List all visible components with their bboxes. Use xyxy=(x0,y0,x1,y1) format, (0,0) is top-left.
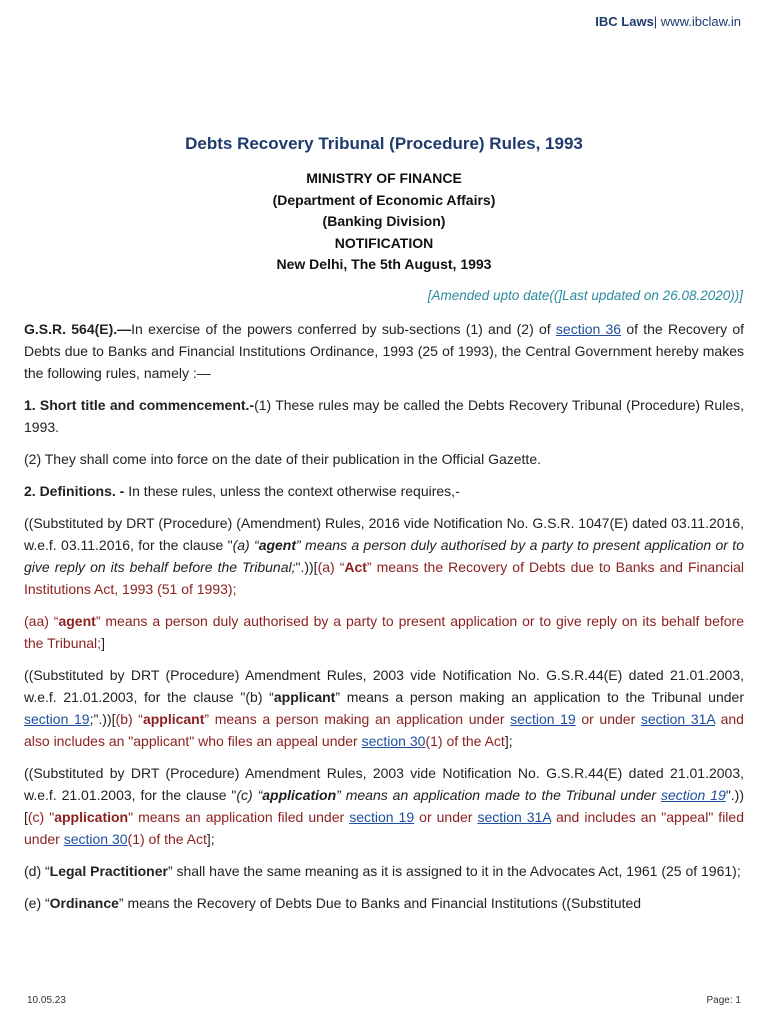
date-line: New Delhi, The 5th August, 1993 xyxy=(276,256,492,272)
text-span: (1) of the Act xyxy=(425,733,505,749)
document-title: Debts Recovery Tribunal (Procedure) Rules, 1993 xyxy=(185,134,583,153)
text-span: or under xyxy=(575,711,641,727)
document-body xyxy=(24,318,744,924)
clause-aa-paragraph xyxy=(24,610,744,654)
text-span: ]; xyxy=(206,831,215,847)
term-applicant: applicant xyxy=(142,711,205,727)
text-span: ” means an application made to the Tribunal under xyxy=(336,787,661,803)
term-applicant: applicant xyxy=(273,689,336,705)
header-separator: | xyxy=(653,14,661,29)
text-span: (d) “ xyxy=(24,863,50,879)
site-url[interactable]: www.ibclaw.in xyxy=(660,14,741,29)
text-span: ".))[ xyxy=(24,787,744,825)
text-span: (a) “ xyxy=(317,559,345,575)
amended-note: [Amended upto date((]Last updated on 26.08.2020))] xyxy=(427,288,743,303)
section-30-link[interactable]: section 30 xyxy=(63,831,128,847)
rule-2-paragraph xyxy=(24,480,744,502)
text-span: ” means a person duly authorised by a party to present application or to give reply on its behalf before the Tribunal; xyxy=(24,537,744,575)
text-span: (aa) “ xyxy=(24,613,59,629)
clause-b-paragraph xyxy=(24,664,744,752)
preamble-paragraph xyxy=(24,318,744,384)
text-span: (1) of the Act xyxy=(127,831,207,847)
term-application: application xyxy=(54,809,129,825)
term-application: application xyxy=(262,787,337,803)
rule-1-2-paragraph: (2) They shall come into force on the date of their publication in the Official Gazette. xyxy=(24,451,541,467)
text-span: or under xyxy=(414,809,478,825)
text-span: ” shall have the same meaning as it is assigned to it in the Advocates Act, 1961 (25 of 1961); xyxy=(167,863,741,879)
text-span: ] xyxy=(101,635,105,651)
text-span: ” means a person making an application to the Tribunal under xyxy=(335,689,744,705)
footer-page-number: Page: 1 xyxy=(706,995,741,1006)
text-span: ]; xyxy=(504,733,513,749)
section-19-link[interactable]: section 19 xyxy=(660,787,726,803)
rule-2-heading: 2. Definitions. - xyxy=(24,483,125,499)
section-30-link[interactable]: section 30 xyxy=(361,733,426,749)
gsr-number: G.S.R. 564(E).— xyxy=(24,321,132,337)
site-header xyxy=(595,14,741,29)
ministry-block xyxy=(0,168,768,276)
rule-1-heading: 1. Short title and commencement.- xyxy=(24,397,255,413)
term-ordinance: Ordinance xyxy=(49,895,119,911)
ministry-line: MINISTRY OF FINANCE xyxy=(306,170,462,186)
section-31a-link[interactable]: section 31A xyxy=(640,711,715,727)
section-19-link[interactable]: section 19 xyxy=(510,711,576,727)
term-agent: agent xyxy=(58,613,96,629)
text-span: In exercise of the powers conferred by sub-sections (1) and (2) of xyxy=(131,321,556,337)
term-agent: agent xyxy=(258,537,297,553)
term-legal-practitioner: Legal Practitioner xyxy=(49,863,168,879)
brand-name: IBC Laws xyxy=(595,14,654,29)
section-19-link[interactable]: section 19 xyxy=(349,809,415,825)
notification-line: NOTIFICATION xyxy=(334,234,434,251)
text-span: ” means a person duly authorised by a party to present application or to give reply on its behalf before the Tribunal; xyxy=(24,613,744,651)
text-span: of the Recovery of Debts due to Banks and Financial Institutions Ordinance, 1993 (25 of 1993), the Central Government hereby makes the following rules, namely :— xyxy=(24,321,744,381)
text-span: and also includes an "applicant" who files an appeal under xyxy=(24,711,744,749)
department-line: (Department of Economic Affairs) xyxy=(272,191,496,208)
text-span: ” means the Recovery of Debts Due to Banks and Financial Institutions ((Substituted xyxy=(118,895,642,911)
text-span: ((Substituted by DRT (Procedure) Amendment Rules, 2003 vide Notification No. G.S.R.44(E) dated 21.01.2003, w.e.f. 21.01.2003, for the clause " xyxy=(24,765,744,803)
text-span: ((Substituted by DRT (Procedure) (Amendment) Rules, 2016 vide Notification No. G.S.R. 1047(E) dated 03.11.2016, w.e.f. 03.11.2016, for the clause " xyxy=(24,515,744,553)
section-19-link[interactable]: section 19 xyxy=(24,711,90,727)
text-span: ” means a person making an application under xyxy=(204,711,511,727)
text-span: (e) “ xyxy=(24,895,50,911)
text-span: " means an application filed under xyxy=(128,809,350,825)
text-span: (c) “ xyxy=(236,787,263,803)
text-span: (b) “ xyxy=(115,711,143,727)
section-36-link[interactable]: section 36 xyxy=(555,321,622,337)
text-span: ” means the Recovery of Debts due to Banks and Financial Institutions Act, 1993 (51 of 1993); xyxy=(24,559,744,597)
footer-date: 10.05.23 xyxy=(27,995,66,1006)
clause-e-paragraph xyxy=(24,892,744,914)
text-span: and includes an "appeal" filed under xyxy=(24,809,744,847)
clause-a-paragraph xyxy=(24,512,744,600)
text-span: ;".))[ xyxy=(89,711,116,727)
text-span: ((Substituted by DRT (Procedure) Amendment Rules, 2003 vide Notification No. G.S.R.44(E) dated 21.01.2003, w.e.f. 21.01.2003, for the clause "(b) “ xyxy=(24,667,744,705)
term-act: Act xyxy=(344,559,367,575)
clause-d-paragraph xyxy=(24,860,744,882)
text-span: (a) “ xyxy=(232,537,259,553)
clause-c-paragraph xyxy=(24,762,744,850)
rule-1-paragraph xyxy=(24,394,744,438)
section-31a-link[interactable]: section 31A xyxy=(477,809,551,825)
text-span: In these rules, unless the context otherwise requires,- xyxy=(124,483,460,499)
text-span: ".))[ xyxy=(295,559,318,575)
text-span: (1) These rules may be called the Debts Recovery Tribunal (Procedure) Rules, 1993. xyxy=(24,397,744,435)
division-line: (Banking Division) xyxy=(322,213,446,229)
text-span: (c) " xyxy=(27,809,55,825)
